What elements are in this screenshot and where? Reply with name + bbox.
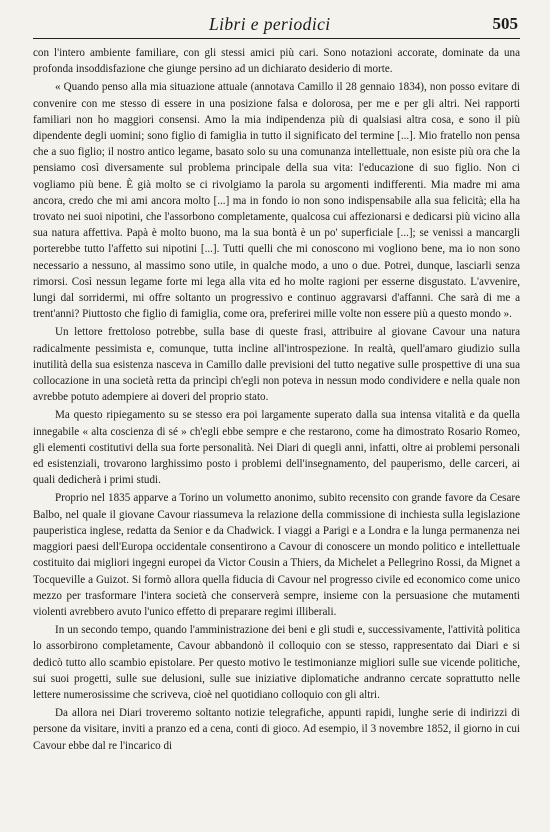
article-body [33,45,520,754]
paragraph: In un secondo tempo, quando l'amministrazione dei beni e gli studi e, successivamente, l'attività politica lo assorbirono completamente, Cavour abbandonò il colloquio con se stesso, rappresentato dai Diari e si dedicò tutto allo scambio epistolare. Per questo motivo le testimonianze migliori sulle sue vicende politiche, sui suoi progetti, sulle sue delusioni, sulle sue iniziative diplomatiche andranno cercate soprattutto nelle lettere numerosissime che scriveva, cioè nel quotidiano colloquio con gli altri. [33,624,520,701]
quotation-paragraph: « Quando penso alla mia situazione attuale (annotava Camillo il 28 gennaio 1834), non posso evitare di convenire con me stesso di essere in una posizione falsa e dolorosa, per me e per gli altri. Nei rapporti familiari non ho maggiori consensi. Amo la mia indipendenza più di qualsiasi altra cosa, e sono il più dipendente degli uomini; sono figlio di famiglia in tutto il significato del termine [...]. Mio fratello non pensa che a suo figlio; il nostro antico legame, basato solo su una comunanza intellettuale, non esiste più ora che la pensiamo così diversamente sul problema principale della sua vita: l'educazione di suo figlio. Non ci vogliamo più bene. È già molto se ci rivolgiamo la parola su argomenti indifferenti. Mia madre mi ama ancora, credo che mi ami ancora molto [...] ma in fondo io non sono indispensabile alla sua felicità; ella ha trovato nei suoi nipotini, che l'assorbono completamente, qualcosa cui affezionarsi e dedicarsi più vicino alla sua natura affettiva. Papà è molto buono, ma la sua bontà è un po' superficiale [...]; se venissi a mancargli porterebbe tutto l'affetto sui nipotini [...]. Tutti quelli che mi conoscono mi vogliono bene, ma io non sono necessario a nessuno, al massimo sono utile, in qualche modo, a uno o due. Potrei, dunque, lasciarli senza rimorsi. Così nessun legame forte mi lega alla vita ed ho molte ragioni per esserne disgustato. L'avvenire, lungi dal sorridermi, mi offre soltanto un progressivo e continuo aggravarsi d'affanni. Che sarà di me a trent'anni? Piuttosto che figlio di famiglia, come ora, preferirei mille volte non essere più a questo mondo ». [33,81,520,321]
paragraph: Proprio nel 1835 apparve a Torino un volumetto anonimo, subito recensito con grande favore da Cesare Balbo, nel quale il giovane Cavour riassumeva la relazione della commissione di inchiesta sulla legislazione pauperistica inglese, redatta da Senior e da Chadwick. I viaggi a Parigi e a Londra e la lunga permanenza nei maggiori paesi dell'Europa occidentale consentirono a Cavour di conoscere un mondo politico e intellettuale costituito dai migliori ingegni europei da Victor Cousin a Thiers, da Michelet a Pellegrino Rossi, da Mignet a Tocqueville a Guizot. Si formò allora quella fiducia di Cavour nel progresso civile ed economico come unico mezzo per trasformare l'intera società che conserverà sempre, insieme con la persuasione che mutamenti violenti avrebbero avuto l'unico effetto di preparare regimi illiberali. [33,492,520,618]
page-number: 505 [492,14,518,33]
paragraph: Un lettore frettoloso potrebbe, sulla base di queste frasi, attribuire al giovane Cavour una natura radicalmente pessimista e, comunque, tutta incline all'introspezione. In realtà, quell'amaro giudizio sulla inutilità della sua esistenza nasceva in Camillo dalle previsioni del tutto negative sulle prospettive di una sua collocazione in una società retta da princìpi ch'egli non poteva in nessun modo condividere e nella quale non avrebbe potuto adempiere ai doveri del proprio stato. [33,326,520,404]
running-title: Libri e periodici [209,14,331,34]
paragraph-continuation: con l'intero ambiente familiare, con gli stessi amici più cari. Sono notazioni accorate, dominate da una profonda insoddisfazione che giunge persino ad un dichiarato desiderio di morte. [33,47,520,76]
paragraph: Ma questo ripiegamento su se stesso era poi largamente superato dalla sua intensa vitalità e da quella innegabile « alta coscienza di sé » ch'egli ebbe sempre e che restarono, come ha dimostrato Rosario Romeo, gli elementi costitutivi della sua forte personalità. Nei Diari di quegli anni, infatti, oltre ai problemi personali ed esistenziali, trovarono larghissimo posto i problemi dell'insegnamento, del pauperismo, delle carceri, ai quali dedicherà i primi studi. [33,409,520,487]
paragraph: Da allora nei Diari troveremo soltanto notizie telegrafiche, appunti rapidi, lunghe serie di indirizzi di persone da visitare, inviti a pranzo ed a cena, conti di gioco. Ad esempio, il 3 novembre 1852, il giorno in cui Cavour ebbe dal re l'incarico di [33,707,520,752]
running-header [33,12,520,39]
